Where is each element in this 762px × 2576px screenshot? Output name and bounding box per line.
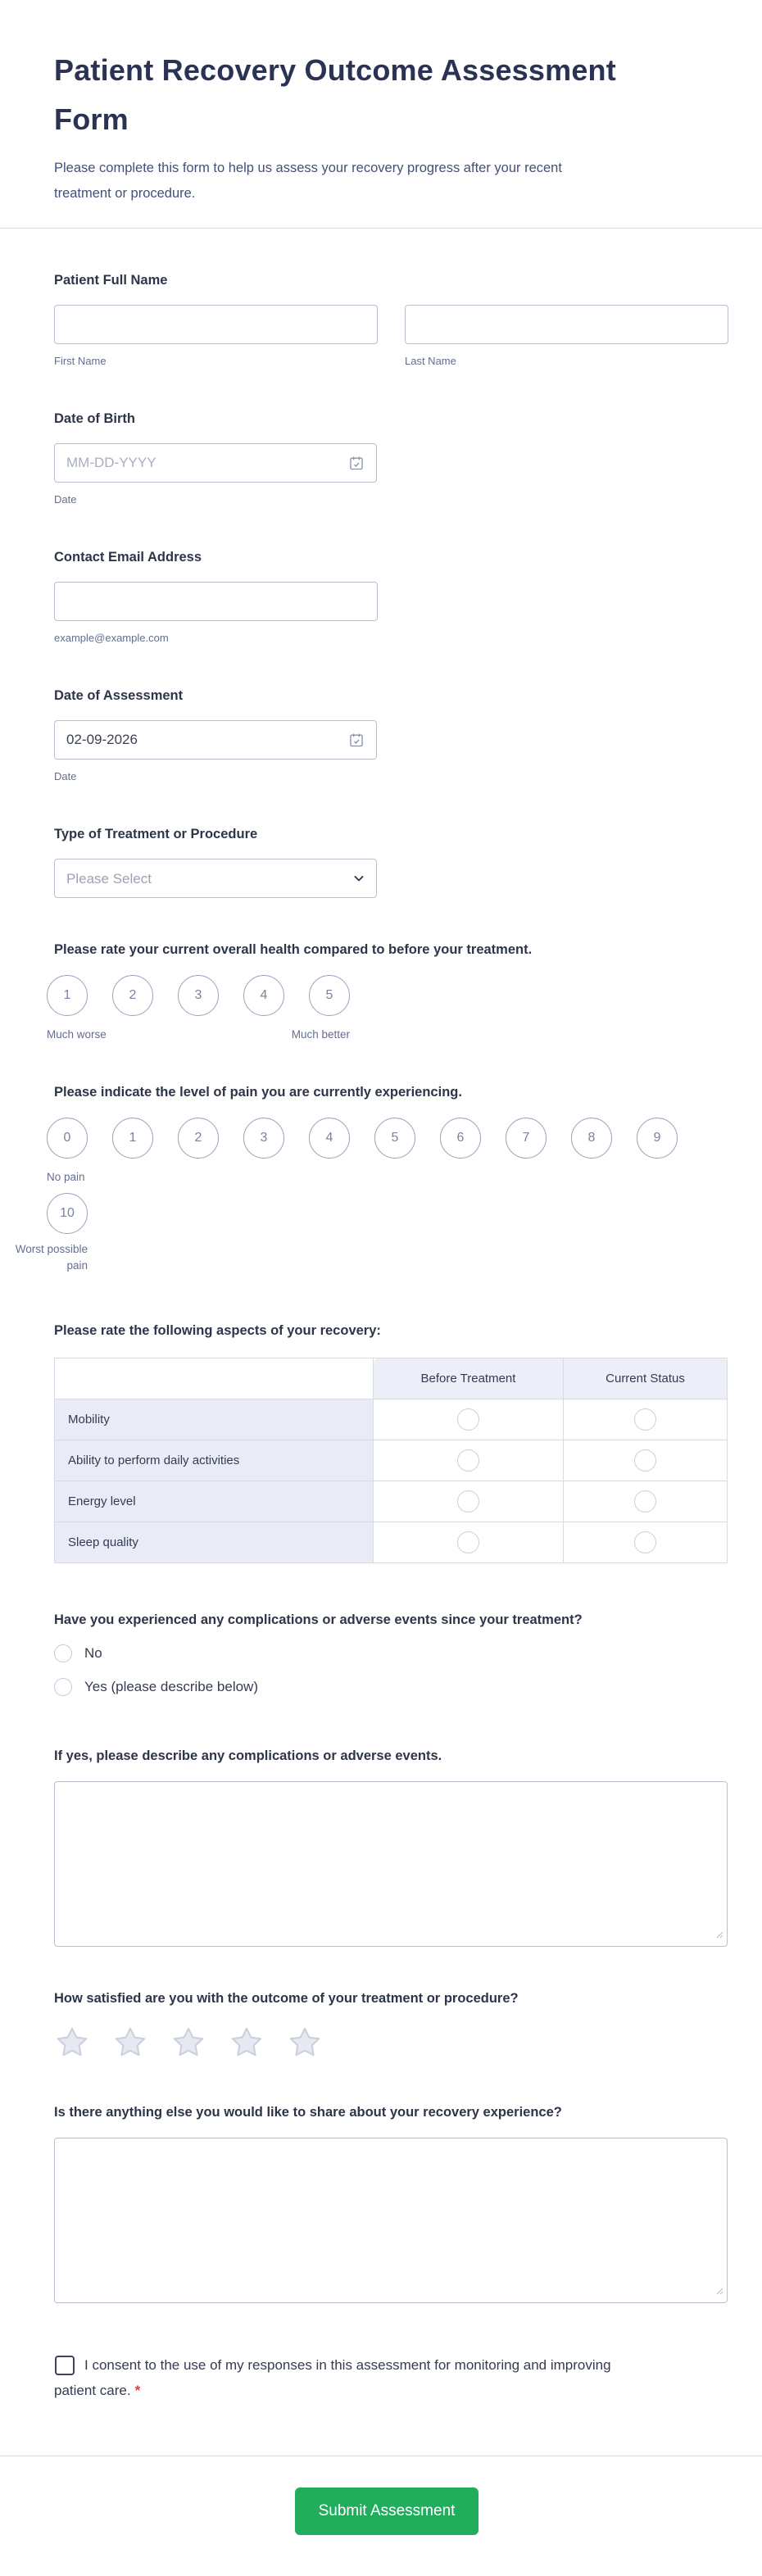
radio-icon[interactable] (54, 1644, 72, 1662)
pain-scale-option-0[interactable]: 0 (47, 1118, 88, 1159)
health-scale-option-5[interactable]: 5 (309, 975, 350, 1016)
question-email (54, 548, 728, 644)
treatment-type-label: Type of Treatment or Procedure (54, 827, 258, 841)
star-icon[interactable] (111, 2025, 149, 2061)
matrix-column-before-treatment: Before Treatment (374, 1358, 564, 1399)
matrix-radio-energy-level-current[interactable] (634, 1490, 656, 1512)
table-row (55, 1522, 728, 1563)
consent-checkbox[interactable] (55, 2356, 75, 2375)
star-icon[interactable] (228, 2025, 265, 2061)
health-scale-option-4[interactable]: 4 (243, 975, 284, 1016)
complications-option-yes-label: Yes (please describe below) (84, 1679, 258, 1694)
matrix-row-label-mobility: Mobility (55, 1399, 374, 1440)
assessment-date-sublabel: Date (54, 770, 77, 782)
table-row (55, 1399, 728, 1440)
matrix-row-label-sleep-quality: Sleep quality (55, 1522, 374, 1563)
full-name-label: Patient Full Name (54, 273, 168, 288)
form-header (0, 0, 762, 228)
pain-scale-option-4[interactable]: 4 (309, 1118, 350, 1159)
table-row (55, 1481, 728, 1522)
complications-label: Have you experienced any complications or adverse events since your treatment? (54, 1612, 583, 1627)
star-icon[interactable] (286, 2025, 324, 2061)
share-textarea[interactable] (54, 2138, 728, 2303)
submit-section (0, 2456, 762, 2576)
pain-scale-option-7[interactable]: 7 (506, 1118, 547, 1159)
header-divider (0, 228, 762, 229)
pain-scale-label: Please indicate the level of pain you are currently experiencing. (54, 1085, 462, 1100)
question-complications (54, 1611, 728, 1696)
question-health-scale (47, 941, 728, 1041)
email-label: Contact Email Address (54, 550, 202, 565)
dob-input[interactable] (66, 455, 337, 471)
dob-field (54, 443, 377, 483)
complications-option-no[interactable] (54, 1644, 728, 1662)
star-icon[interactable] (53, 2025, 91, 2061)
complications-option-yes[interactable] (54, 1678, 728, 1696)
matrix-column-current-status: Current Status (564, 1358, 728, 1399)
matrix-radio-energy-level-before[interactable] (457, 1490, 479, 1512)
pain-scale-options-row1 (47, 1118, 728, 1159)
matrix-radio-daily-activities-current[interactable] (634, 1449, 656, 1472)
radio-icon[interactable] (54, 1678, 72, 1696)
question-pain-scale (15, 1083, 728, 1274)
matrix-radio-daily-activities-before[interactable] (457, 1449, 479, 1472)
first-name-input[interactable] (54, 305, 378, 344)
recovery-matrix-label: Please rate the following aspects of your recovery: (54, 1323, 381, 1338)
question-share (54, 2103, 728, 2303)
calendar-icon[interactable] (348, 455, 365, 471)
health-scale-option-1[interactable]: 1 (47, 975, 88, 1016)
pain-scale-option-6[interactable]: 6 (440, 1118, 481, 1159)
assessment-date-label: Date of Assessment (54, 688, 184, 703)
question-recovery-matrix (54, 1322, 728, 1563)
matrix-corner-cell (55, 1358, 374, 1399)
question-complications-detail (54, 1747, 728, 1947)
satisfaction-label: How satisfied are you with the outcome of your treatment or procedure? (54, 1991, 519, 2006)
email-input[interactable] (54, 582, 378, 621)
complications-detail-label: If yes, please describe any complications or adverse events. (54, 1748, 442, 1763)
health-scale-label: Please rate your current overall health compared to before your treatment. (54, 942, 533, 957)
consent-field (54, 2352, 628, 2403)
page-subtitle: Please complete this form to help us assess your recovery progress after your recent treatment or procedure. (54, 161, 562, 201)
page-title: Patient Recovery Outcome Assessment Form (54, 53, 616, 136)
matrix-radio-mobility-before[interactable] (457, 1408, 479, 1431)
complications-detail-textarea[interactable] (54, 1781, 728, 1947)
pain-scale-from-label: No pain (47, 1171, 85, 1183)
pain-scale-option-1[interactable]: 1 (112, 1118, 153, 1159)
last-name-sublabel: Last Name (405, 355, 456, 367)
question-dob (54, 410, 728, 506)
assessment-date-input[interactable] (66, 732, 337, 748)
treatment-type-select[interactable] (54, 859, 377, 898)
matrix-radio-sleep-quality-before[interactable] (457, 1531, 479, 1553)
matrix-row-label-daily-activities: Ability to perform daily activities (55, 1440, 374, 1481)
spacer (54, 2403, 728, 2456)
matrix-row-label-energy-level: Energy level (55, 1481, 374, 1522)
form-body (0, 271, 762, 2456)
health-scale-options (47, 975, 728, 1016)
pain-scale-option-9[interactable]: 9 (637, 1118, 678, 1159)
assessment-date-field (54, 720, 377, 760)
first-name-sublabel: First Name (54, 355, 107, 367)
recovery-matrix-table (54, 1358, 728, 1563)
calendar-icon[interactable] (348, 732, 365, 748)
star-icon[interactable] (170, 2025, 207, 2061)
matrix-radio-mobility-current[interactable] (634, 1408, 656, 1431)
pain-scale-option-3[interactable]: 3 (243, 1118, 284, 1159)
pain-scale-option-8[interactable]: 8 (571, 1118, 612, 1159)
submit-button[interactable]: Submit Assessment (295, 2488, 479, 2535)
consent-label: I consent to the use of my responses in this assessment for monitoring and improving patient care. (54, 2357, 611, 2398)
share-label: Is there anything else you would like to share about your recovery experience? (54, 2105, 562, 2120)
health-scale-option-2[interactable]: 2 (112, 975, 153, 1016)
table-row (55, 1440, 728, 1481)
pain-scale-to-label: Worst possible pain (15, 1243, 88, 1272)
matrix-radio-sleep-quality-current[interactable] (634, 1531, 656, 1553)
question-satisfaction (54, 1989, 728, 2061)
pain-scale-option-2[interactable]: 2 (178, 1118, 219, 1159)
health-scale-option-3[interactable]: 3 (178, 975, 219, 1016)
pain-scale-option-5[interactable]: 5 (374, 1118, 415, 1159)
last-name-input[interactable] (405, 305, 728, 344)
dob-sublabel: Date (54, 493, 77, 506)
dob-label: Date of Birth (54, 411, 135, 426)
pain-scale-option-10[interactable]: 10 (47, 1193, 88, 1234)
email-sublabel: example@example.com (54, 632, 169, 644)
question-assessment-date (54, 687, 728, 782)
satisfaction-star-rating (53, 2025, 728, 2061)
question-treatment-type (54, 825, 728, 898)
question-full-name (54, 271, 728, 367)
health-scale-to-label: Much better (291, 1028, 350, 1041)
required-asterisk: * (134, 2383, 141, 2398)
complications-option-no-label: No (84, 1645, 102, 1661)
health-scale-from-label: Much worse (47, 1028, 107, 1041)
